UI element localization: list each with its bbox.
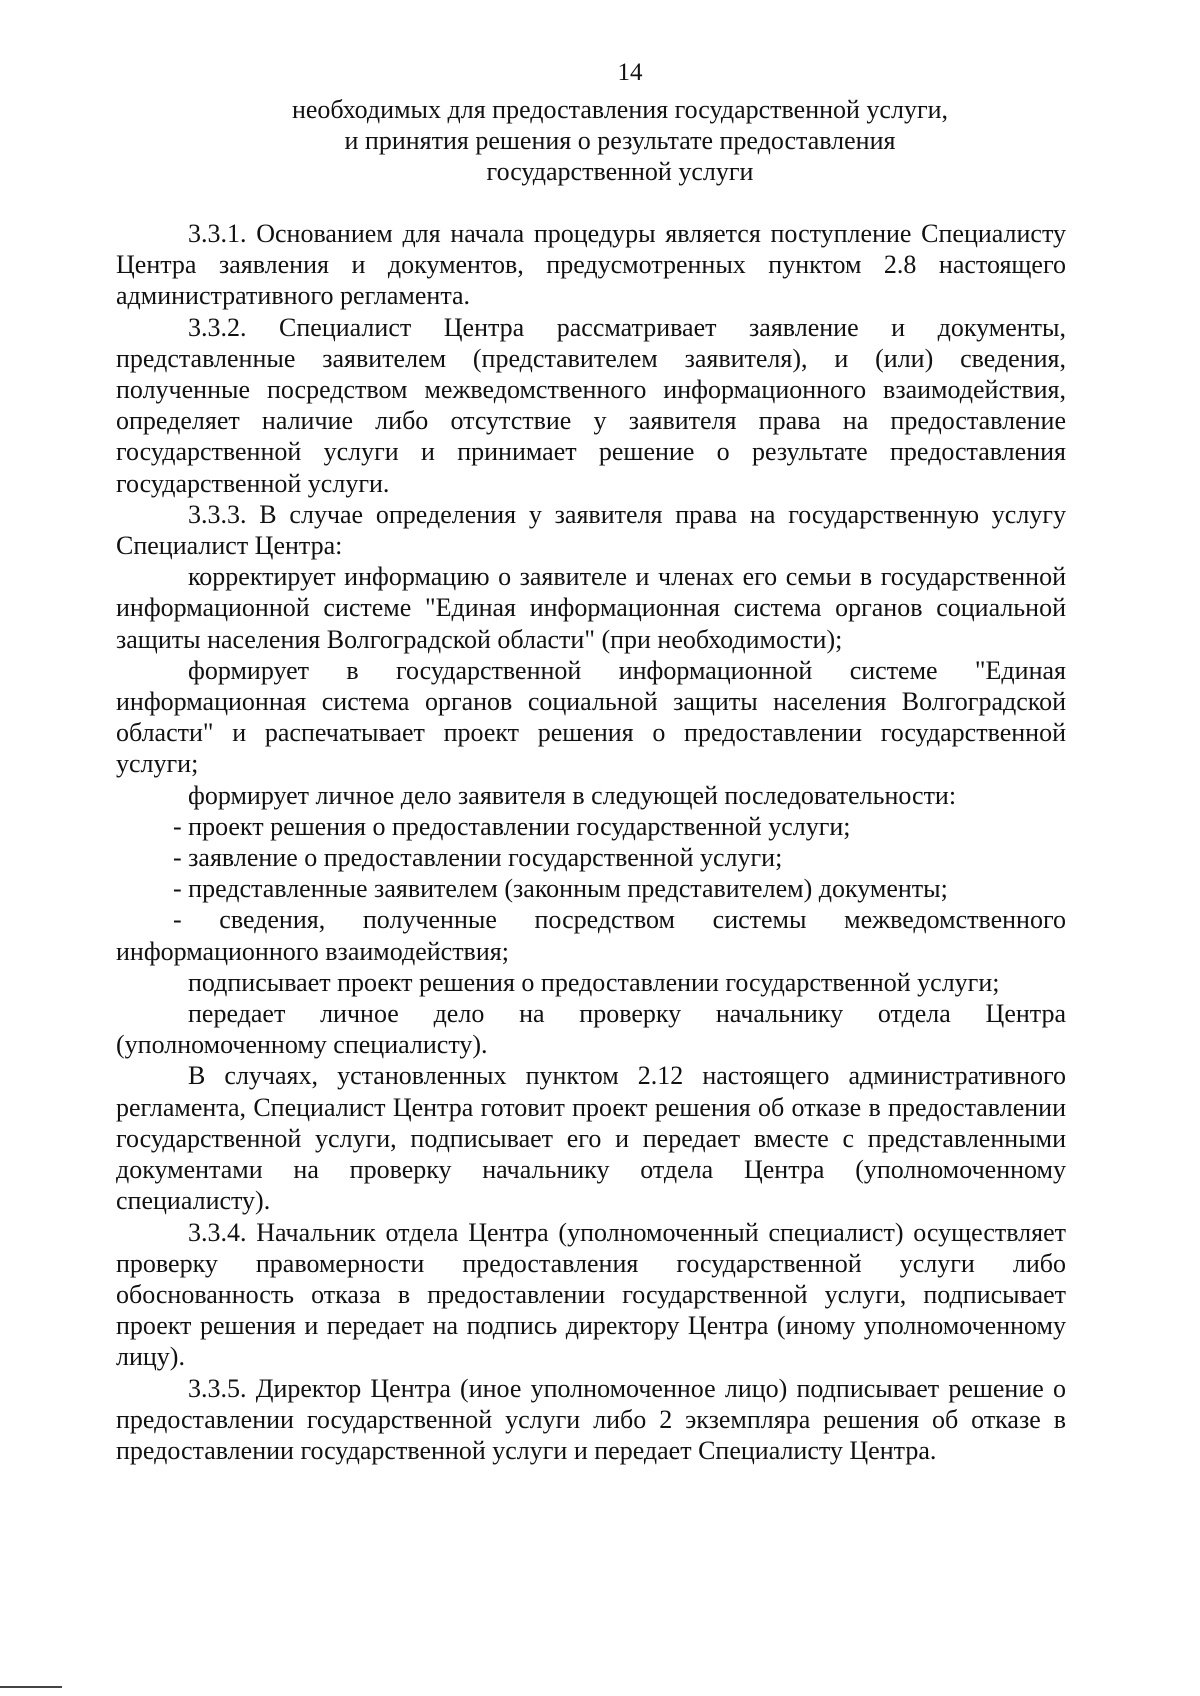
list-item: - представленные заявителем (законным представителем) документы; (173, 874, 948, 904)
paragraph-item: передает личное дело на проверку начальнику отдела Центра (уполномоченному специалисту). (116, 999, 1066, 1060)
heading-line: государственной услуги (486, 157, 754, 186)
paragraph-refusal: В случаях, установленных пунктом 2.12 настоящего административного регламента, Специалист Центра готовит проект решения об отказе в предоставлении государственной услуги, подписывает его и передает вместе с представленными документами на проверку начальнику отдела Центра (уполномоченному специалисту). (116, 1061, 1066, 1216)
paragraph-item: подписывает проект решения о предоставлении государственной услуги; (188, 967, 1000, 997)
section-heading (180, 94, 1060, 187)
list-item: - сведения, полученные посредством системы межведомственного информационного взаимодействия; (116, 905, 1066, 966)
paragraph-3-3-4: 3.3.4. Начальник отдела Центра (уполномоченный специалист) осуществляет проверку правомерности предоставления государственной услуги либо обоснованность отказа в предоставлении государственной услуги, подписывает проект решения и передает на подпись директору Центра (иному уполномоченному лицу). (116, 1217, 1066, 1372)
paragraph-3-3-2: 3.3.2. Специалист Центра рассматривает заявление и документы, представленные заявителем (представителем заявителя), и (или) сведения, полученные посредством межведомственного информационного взаимодействия, определяет наличие либо отсутствие у заявителя права на предоставление государственной услуги и принимает решение о результате предоставления государственной услуги. (116, 312, 1066, 498)
document-body (116, 218, 1066, 1466)
heading-line: необходимых для предоставления государственной услуги, (291, 95, 949, 124)
paragraph-3-3-3: 3.3.3. В случае определения у заявителя права на государственную услугу Специалист Центра: (116, 499, 1066, 561)
list-item: - проект решения о предоставлении государственной услуги; (173, 811, 851, 841)
paragraph-3-3-1: 3.3.1. Основанием для начала процедуры является поступление Специалисту Центра заявления и документов, предусмотренных пунктом 2.8 настоящего административного регламента. (116, 219, 1066, 311)
scan-edge-mark (0, 1686, 62, 1688)
paragraph-item: формирует в государственной информационной системе "Единая информационная система органов социальной защиты населения Волгоградской области" и распечатывает проект решения о предоставлении государственной услуги; (116, 655, 1066, 779)
paragraph-item: формирует личное дело заявителя в следующей последовательности: (188, 780, 957, 810)
paragraph-item: корректирует информацию о заявителе и членах его семьи в государственной информационной системе "Единая информационная система органов социальной защиты населения Волгоградской области" (при необходимости); (116, 562, 1066, 654)
list-item: - заявление о предоставлении государственной услуги; (173, 843, 783, 873)
paragraph-3-3-5: 3.3.5. Директор Центра (иное уполномоченное лицо) подписывает решение о предоставлении государственной услуги либо 2 экземпляра решения об отказе в предоставлении государственной услуги и передает Специалисту Центра. (116, 1373, 1066, 1465)
page-number: 14 (617, 59, 643, 86)
heading-line: и принятия решения о результате предоставления (344, 126, 896, 155)
